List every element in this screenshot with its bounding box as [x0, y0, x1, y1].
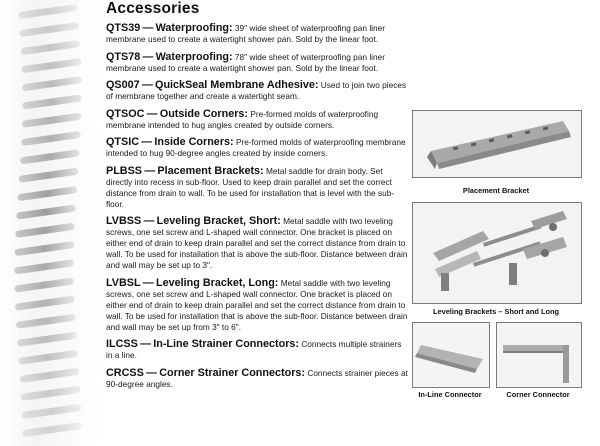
- grate-slot: [18, 350, 78, 365]
- grate-slot: [19, 22, 79, 37]
- accessory-item: [106, 80, 408, 102]
- item-name: Leveling Bracket, Short:: [156, 215, 281, 227]
- item-name: Waterproofing:: [155, 22, 233, 34]
- item-description: Metal saddle with two leveling screws, one set screw and L-shaped wall connector. One bracket is placed on either end of drain to keep drain parallel and set the correct distance from drain to wall. To be used for installation that is above the sub-floor. Distance between drain and wall may be set up to 3".: [106, 216, 408, 270]
- accessory-item: [106, 278, 408, 333]
- accessory-item: [106, 216, 408, 271]
- item-code: QTS39: [106, 22, 141, 34]
- item-dash: —: [146, 366, 157, 379]
- item-dash: —: [141, 79, 153, 91]
- grate-slot: [19, 368, 79, 383]
- item-code: QS007: [106, 79, 140, 91]
- item-description: Pre-formed molds of waterproofing membrane intended to hug 90-degree angles created by inside corners.: [106, 137, 406, 158]
- grate-slot: [22, 76, 82, 91]
- item-code: ILCSS: [106, 338, 138, 350]
- leveling-brackets-caption: Leveling Brackets – Short and Long: [432, 307, 560, 316]
- item-description: Connects multiple strainers in a line.: [106, 339, 402, 360]
- item-name: In-Line Strainer Connectors:: [153, 338, 299, 350]
- accessory-list: [106, 23, 408, 396]
- grate-slot: [14, 241, 74, 256]
- accessory-item: [106, 52, 408, 74]
- in-line-connector-caption: In-Line Connector: [418, 390, 482, 399]
- item-description: Used to join two pieces of membrane together and create a watertight seam.: [106, 80, 407, 101]
- grate-slot: [20, 386, 80, 401]
- grate-slot: [22, 422, 82, 437]
- accessory-item: [106, 166, 408, 210]
- grate-slot: [18, 4, 78, 19]
- grate-slot: [20, 40, 80, 55]
- item-code: LVBSL: [106, 276, 141, 289]
- grate-slot: [15, 223, 75, 238]
- item-description: 39" wide sheet of waterproofing pan liner membrane used to create a watertight shower pan. Sold by the linear foot.: [106, 23, 385, 44]
- grate-slot: [15, 296, 75, 311]
- corner-connector-photo: [496, 322, 582, 388]
- item-code: QTSOC: [106, 107, 145, 120]
- grate-slot: [22, 94, 82, 109]
- item-dash: —: [141, 136, 153, 148]
- item-description: Connects strainer pieces at 90-degree angles.: [106, 367, 408, 389]
- grate-slot: [21, 404, 81, 419]
- grate-slot: [20, 149, 80, 164]
- placement-bracket-photo: [412, 110, 582, 178]
- item-code: QTS78: [106, 50, 141, 63]
- item-code: PLBSS: [106, 164, 142, 177]
- corner-connector-caption: Corner Connector: [506, 390, 570, 399]
- accessory-item: [106, 109, 408, 131]
- grate-slot: [14, 277, 74, 292]
- item-description: 78" wide sheet of waterproofing pan liner membrane used to create a watertight shower pan. Sold by the linear foot.: [106, 51, 385, 73]
- item-dash: —: [142, 276, 154, 289]
- item-name: QuickSeal Membrane Adhesive:: [155, 79, 319, 91]
- item-description: Metal saddle for drain body. Set directly into recess in sub-floor. Used to keep drain parallel and set the correct distance from drain to wall. To be used for installation that is level with the sub-floor.: [106, 165, 395, 209]
- item-dash: —: [146, 107, 158, 120]
- item-dash: —: [143, 215, 155, 227]
- item-dash: —: [144, 164, 156, 177]
- item-name: Inside Corners:: [154, 136, 234, 148]
- item-description: Pre-formed molds of waterproofing membrane intended to hug angles created by outside corners.: [106, 108, 379, 130]
- grate-slot: [18, 168, 78, 183]
- item-name: Placement Brackets:: [157, 164, 264, 177]
- item-code: LVBSS: [106, 215, 142, 227]
- placement-bracket-caption: Placement Bracket: [462, 186, 530, 195]
- page-title: Accessories: [106, 0, 200, 17]
- accessory-item: [106, 23, 408, 45]
- accessory-item: [106, 368, 408, 390]
- grate-slot: [17, 186, 77, 201]
- in-line-connector-photo: [412, 322, 490, 388]
- grate-slot: [17, 332, 77, 347]
- item-dash: —: [140, 338, 151, 350]
- grate-slot: [21, 113, 81, 128]
- accessory-item: [106, 339, 408, 361]
- accessory-item: [106, 137, 408, 159]
- item-name: Corner Strainer Connectors:: [159, 366, 306, 379]
- item-description: Metal saddle with two leveling screws, one set screw and L-shaped wall connector. One bracket is placed on either end of drain to keep drain parallel and set the correct distance from drain to wall. To be used for installation that is above the sub-floor. Distance between drain and wall may be set up from 3" to 6".: [106, 277, 408, 332]
- grate-slot: [16, 314, 76, 329]
- grate-slot: [21, 58, 81, 73]
- grate-slot: [21, 131, 81, 146]
- item-dash: —: [142, 22, 154, 34]
- item-name: Outside Corners:: [159, 107, 249, 120]
- item-name: Leveling Bracket, Long:: [156, 276, 279, 289]
- item-code: QTSIC: [106, 136, 139, 148]
- drain-grate-image: [0, 0, 100, 446]
- item-dash: —: [142, 50, 154, 63]
- grate-slot: [16, 204, 76, 219]
- leveling-brackets-photo: [412, 202, 582, 304]
- item-code: CRCSS: [106, 366, 144, 379]
- grate-slot: [14, 259, 74, 274]
- item-name: Waterproofing:: [155, 50, 233, 63]
